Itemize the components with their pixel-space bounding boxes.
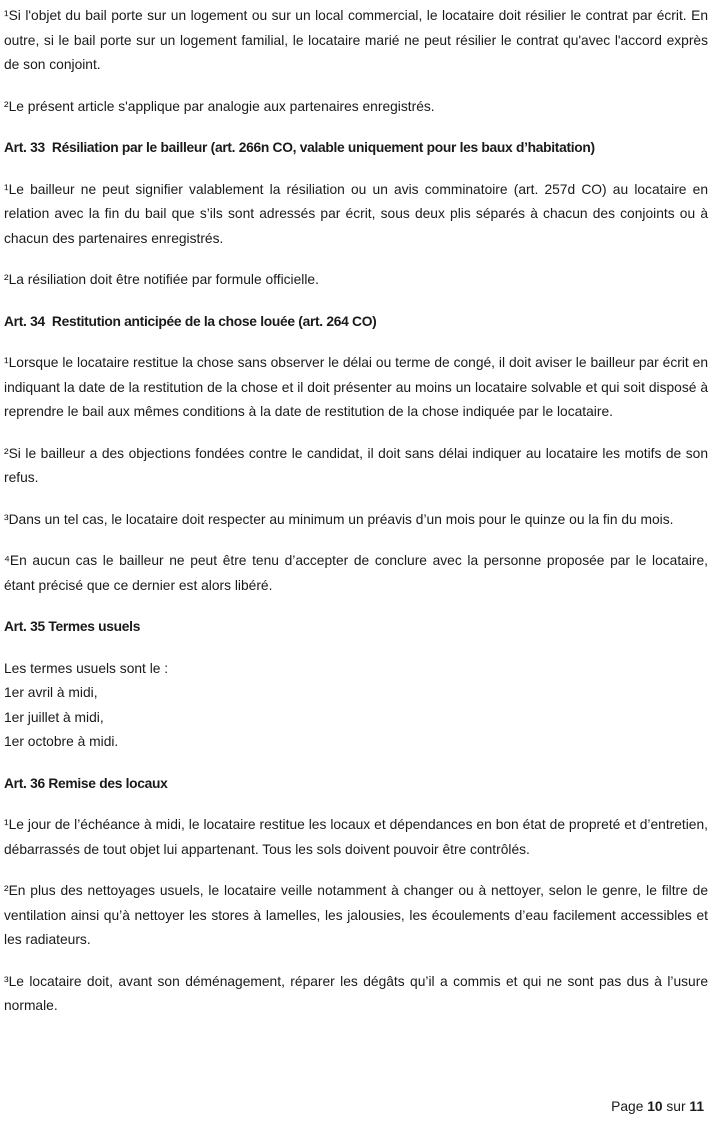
footer-separator: sur <box>662 1099 690 1114</box>
article-36-paragraph-3: ³Le locataire doit, avant son déménagement, réparer les dégâts qu’il a commis et qui ne sont pas dus à l’usure normale. <box>4 973 708 1013</box>
article-33-paragraph-2: ²La résiliation doit être notifiée par formule officielle. <box>4 272 319 287</box>
article-36-paragraph-1: ¹Le jour de l’échéance à midi, le locataire restitue les locaux et dépendances en bon état de propreté et d’entretien, débarrassés de tout objet lui appartenant. Tous les sols doivent pouvoir être contrôlés. <box>4 817 708 857</box>
usual-term-april: 1er avril à midi, <box>4 685 98 700</box>
article-34-paragraph-1: ¹Lorsque le locataire restitue la chose sans observer le délai ou terme de congé, il doit aviser le bailleur par écrit en indiquant la date de la restitution de la chose et il doit présenter au moins un locataire solvable et qui soit disposé à reprendre le bail aux mêmes conditions à la date de restitution de la chose indiquée par le locataire. <box>4 355 708 419</box>
usual-terms-intro-line: Les termes usuels sont le : <box>4 660 169 676</box>
intro-paragraph-2: ²Le présent article s'applique par analogie aux partenaires enregistrés. <box>4 98 435 114</box>
footer-page-label: Page <box>611 1099 648 1114</box>
article-33-heading: Art. 33 Résiliation par le bailleur (art. 266n CO, valable uniquement pour les baux d’habitation) <box>4 140 595 155</box>
article-35-heading: Art. 35 Termes usuels <box>4 619 141 634</box>
article-36-paragraph-2: ²En plus des nettoyages usuels, le locataire veille notamment à changer ou à nettoyer, selon le genre, le filtre de ventilation ainsi qu’à nettoyer les stores à lamelles, les jalousies, les écoulements d’eau facilement accessibles et les radiateurs. <box>4 883 708 947</box>
usual-term-july: 1er juillet à midi, <box>4 709 104 725</box>
usual-term-october: 1er octobre à midi. <box>4 734 119 749</box>
usual-terms-list <box>4 657 708 755</box>
article-34-paragraph-2: ²Si le bailleur a des objections fondées contre le candidat, il doit sans délai indiquer au locataire les motifs de son refus. <box>4 445 708 485</box>
article-34-paragraph-4: ⁴En aucun cas le bailleur ne peut être tenu d’accepter de conclure avec la personne proposée par le locataire, étant précisé que ce dernier est alors libéré. <box>4 553 708 593</box>
intro-paragraph-1: ¹Si l'objet du bail porte sur un logement ou sur un local commercial, le locataire doit résilier le contrat par écrit. En outre, si le bail porte sur un logement familial, le locataire marié ne peut résilier le contrat qu'avec l'accord exprès de son conjoint. <box>4 8 708 72</box>
footer-total-pages: 11 <box>689 1099 704 1114</box>
article-36-heading: Art. 36 Remise des locaux <box>4 775 168 791</box>
article-34-heading: Art. 34 Restitution anticipée de la chose louée (art. 264 CO) <box>4 313 377 329</box>
article-34-paragraph-3: ³Dans un tel cas, le locataire doit respecter au minimum un préavis d’un mois pour le quinze ou la fin du mois. <box>4 511 674 527</box>
footer-current-page: 10 <box>647 1099 663 1114</box>
page-footer <box>611 1098 704 1116</box>
article-33-paragraph-1: ¹Le bailleur ne peut signifier valablement la résiliation ou un avis comminatoire (art. 257d CO) au locataire en relation avec la fin du bail que s’ils sont adressés par écrit, sous deux plis séparés à chacun des conjoints ou à chacun des partenaires enregistrés. <box>4 181 708 246</box>
